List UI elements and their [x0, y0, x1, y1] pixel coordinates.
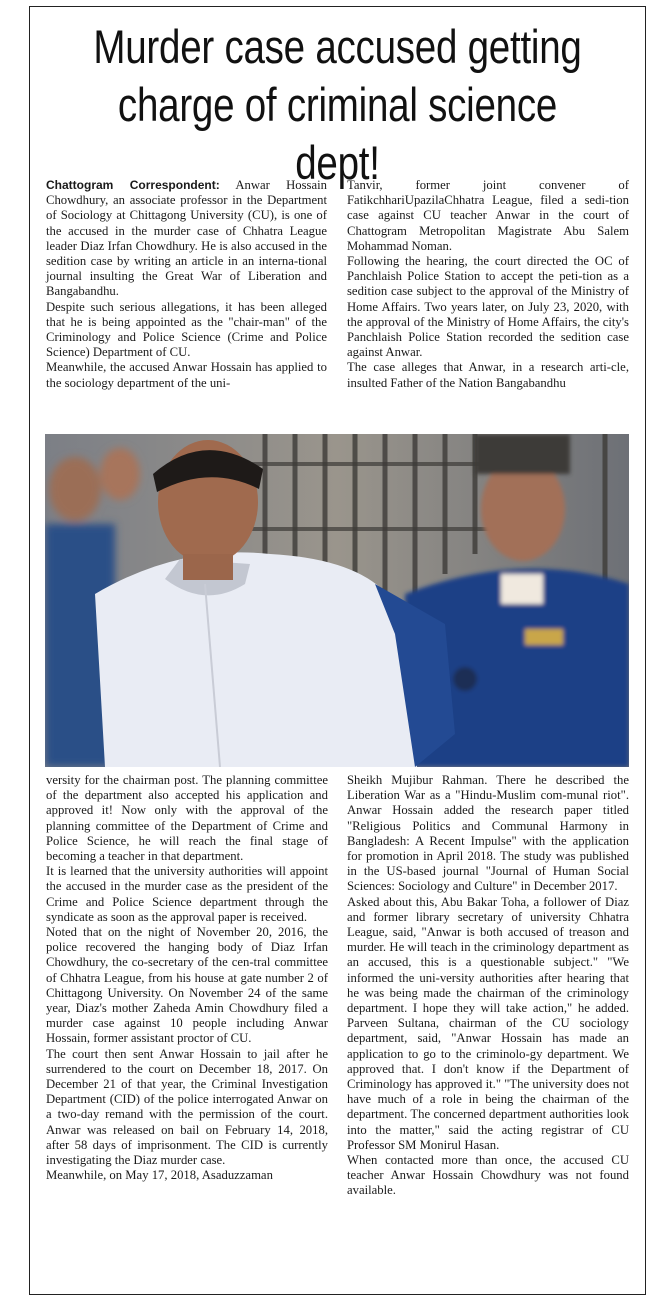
paragraph: Sheikh Mujibur Rahman. There he described the Liberation War as a "Hindu-Muslim com-munal riot". Anwar Hossain added the research paper titled "Religious Politics and Communal Harmony in Bangladesh: A Recent Impulse" with the application for promotion in April 2018. The study was published in the US-based journal "Journal of Human Social Sciences: Sociology and Culture" in December 2017. [347, 773, 629, 894]
article-column-3 [46, 773, 328, 1183]
paragraph: versity for the chairman post. The planning committee of the department also accepted his application and approved it! Now only with the approval of the planning committee of the Department of Crime and Police Science, he will reach the final stage of becoming a teacher in that department. [46, 773, 328, 864]
article-column-4 [347, 773, 629, 1199]
paragraph: Meanwhile, the accused Anwar Hossain has applied to the sociology department of the uni- [46, 360, 327, 390]
paragraph: Following the hearing, the court directed the OC of Panchlaish Police Station to accept the peti-tion as a sedition case subject to the approval of the Ministry of Home Affairs. Two years later, on July 23, 2020, with the approval of the Ministry of Home Affairs, the city's Panchlaish Police Station recorded the sedition case against Anwar. [347, 254, 629, 360]
paragraph [46, 178, 327, 300]
article-column-1 [46, 178, 327, 391]
paragraph: The court then sent Anwar Hossain to jail after he surrendered to the court on December 18, 2017. On December 21 of that year, the Criminal Investigation Department (CID) of the police interrogated Anwar on a two-day remand with the permission of the court. Anwar was released on bail on February 14, 2018, after 58 days of imprisonment. The CID is currently investigating the Diaz murder case. [46, 1046, 328, 1168]
headline: Murder case accused getting charge of criminal science dept! [93, 20, 582, 189]
paragraph: Meanwhile, on May 17, 2018, Asaduzzaman [46, 1168, 273, 1183]
paragraph: Despite such serious allegations, it has been alleged that he is being appointed as the "chair-man" of the Criminology and Police Science (Crime and Police Science) Department of CU. [46, 299, 327, 360]
news-photo [45, 434, 629, 767]
dateline: Chattogram Correspondent: [46, 178, 220, 192]
paragraph: When contacted more than once, the accused CU teacher Anwar Hossain Chowdhury was not found available. [347, 1153, 629, 1198]
paragraph: It is learned that the university authorities will appoint the accused in the murder case as the president of the Crime and Police Science department through the syndicate as soon as the approval paper is received. [46, 864, 328, 924]
intro-text: Anwar Hossain Chowdhury, an associate professor in the Department of Sociology at Chittagong University (CU), is one of the accused in the murder case of Chhatra League leader Diaz Irfan Chowdhury. He is also accused in the sedition case by writing an article in an interna-tional journal insulting the Great War of Liberation and Bangabandhu. [46, 178, 327, 299]
paragraph: Asked about this, Abu Bakar Toha, a follower of Diaz and former library secretary of university Chhatra League, said, "Anwar is both accused of treason and murder. He will teach in the criminology department as an accused, this is a questionable subject." "We informed the uni-versity authorities after hearing that he was being made the chairman of the criminology department. I hope they will take action," he added. Parveen Sultana, chairman of the CU sociology department, said, "Anwar Hossain has made an application to go to the criminolo-gy department. We approved that. I don't know if the Department of Criminology has approved it." "The university does not have much of a role in being the chairman of the department. The concerned department authorities look into the matter," said the acting registrar of CU Professor SM Monirul Hasan. [347, 894, 629, 1152]
article-column-2 [347, 178, 629, 391]
news-photo-icon [45, 434, 629, 767]
paragraph: Noted that on the night of November 20, 2016, the police recovered the hanging body of Diaz Irfan Chowdhury, the co-secretary of the cen-tral committee of Chhatra League, from his house at gate number 2 of Chittagong University. On November 24 of the same year, Diaz's mother Zaheda Amin Chowdhury filed a murder case against 10 people including Anwar Hossain, former assistant proctor of CU. [46, 925, 328, 1046]
paragraph: The case alleges that Anwar, in a research arti-cle, insulted Father of the Nation Bangabandhu [347, 360, 629, 390]
paragraph: Tanvir, former joint convener of FatikchhariUpazilaChhatra League, filed a sedi-tion case against CU teacher Anwar in the court of Chattogram Metropolitan Magistrate Abu Salem Mohammad Noman. [347, 178, 629, 253]
